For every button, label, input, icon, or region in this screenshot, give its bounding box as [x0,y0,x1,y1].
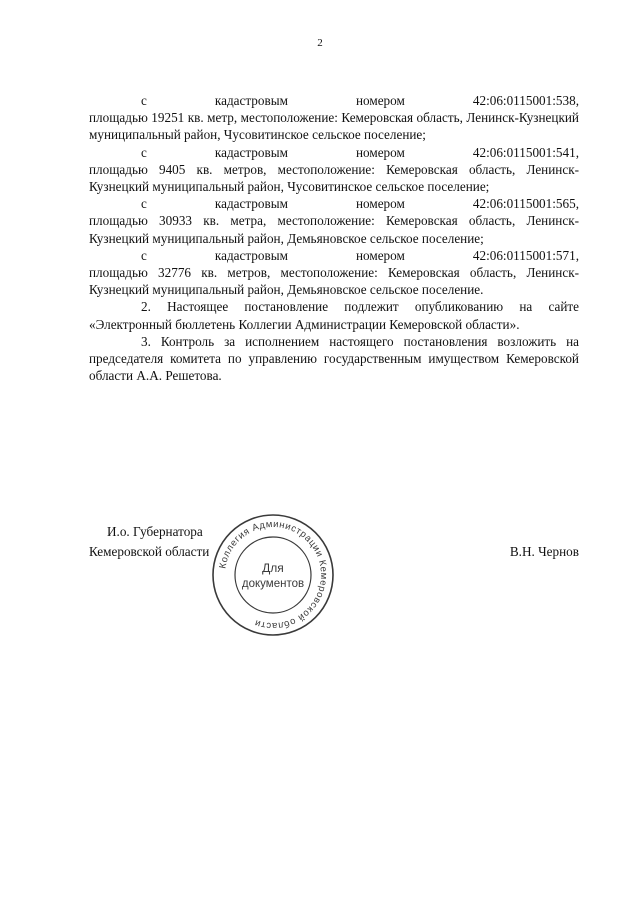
stamp-outer-ring [213,515,333,635]
plot-2-word-2: кадастровым [214,144,288,160]
plot-3-word-3: номером [355,196,405,212]
stamp-inner-ring [235,537,311,613]
plot-item-3 [89,195,579,247]
stamp-ring-text: Коллегия Администрации Кемеровской области [217,518,330,632]
stamp-center-line-1: Для [262,561,284,575]
plot-item-1 [89,92,579,144]
plot-2-details: площадью 9405 кв. метров, местоположение: Кемеровская область, Ленинск-Кузнецкий муниципальный район, Чусовитинское сельское поселение; [89,161,579,195]
signatory-region: Кемеровской области [89,544,210,559]
plot-3-word-1: с [141,196,147,212]
plot-2-word-3: номером [355,144,405,160]
signatory-name: В.Н. Чернов [509,544,579,559]
plot-1-details: площадью 19251 кв. метр, местоположение: Кемеровская область, Ленинск-Кузнецкий муниципальный район, Чусовитинское сельское поселение; [89,110,579,143]
document-body [89,92,579,384]
plot-1-word-2: кадастровым [214,93,288,108]
plot-4-word-2: кадастровым [214,247,288,263]
clause-3: 3. Контроль за исполнением настоящего постановления возложить на председателя комитета по управлению государственным имуществом Кемеровской области А.А. Решетова. [89,333,579,384]
official-seal-stamp [210,512,336,638]
plot-item-4 [89,247,579,299]
plot-4-word-3: номером [355,247,405,263]
signatory-title: И.о. Губернатора [107,524,203,539]
plot-1-word-3: номером [355,93,405,108]
plot-1-word-1: с [141,93,147,108]
plot-4-word-1: с [141,247,147,263]
plot-2-word-1: с [141,144,147,160]
plot-3-details: площадью 30933 кв. метра, местоположение: Кемеровская область, Ленинск-Кузнецкий муниципальный район, Демьяновское сельское поселение; [89,213,579,246]
page-number: 2 [317,37,323,49]
plot-1-cadastral-number: 42:06:0115001:538, [472,93,579,108]
plot-4-details: площадью 32776 кв. метров, местоположение: Кемеровская область, Ленинск-Кузнецкий муниципальный район, Демьяновское сельское поселение. [89,265,579,298]
plot-item-2 [89,144,579,196]
plot-2-cadastral-number: 42:06:0115001:541, [472,144,579,160]
plot-4-cadastral-number: 42:06:0115001:571, [472,247,579,263]
clause-2: 2. Настоящее постановление подлежит опубликованию на сайте «Электронный бюллетень Коллегии Администрации Кемеровской области». [89,299,579,332]
plot-3-cadastral-number: 42:06:0115001:565, [472,196,579,212]
stamp-center-line-2: документов [241,578,305,590]
plot-3-word-2: кадастровым [214,196,288,212]
